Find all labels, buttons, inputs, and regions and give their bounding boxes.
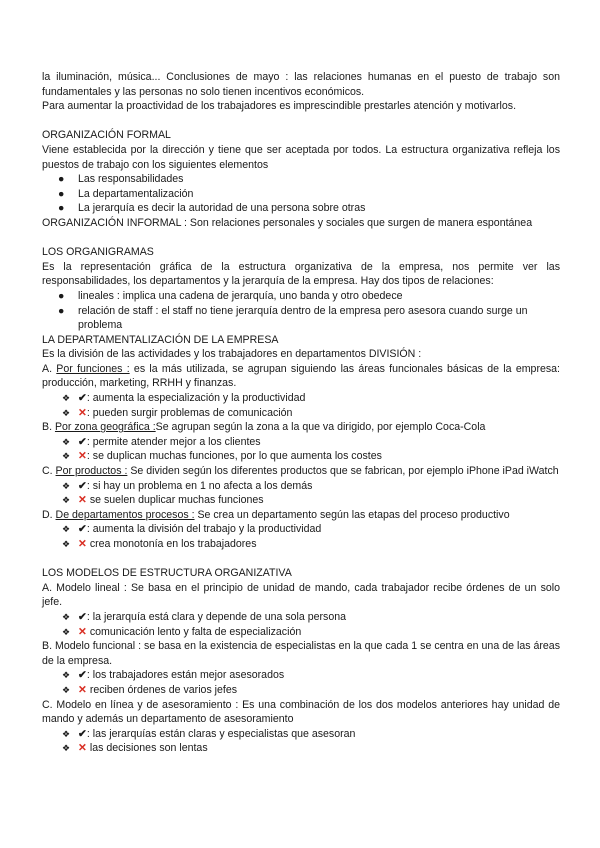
cross-icon: ✕: [78, 538, 87, 550]
check-icon: ✔: [78, 435, 87, 448]
diamond-bullet-icon: ❖: [62, 539, 71, 549]
list-item: ● relación de staff : el staff no tiene jerarquía dentro de la empresa pero asesora cuando surge un problema: [58, 304, 528, 332]
organigramas-list: [42, 289, 560, 333]
cross-icon: ✕: [78, 406, 87, 419]
list-item: ❖ ✔: aumenta la división del trabajo y la productividad: [62, 523, 322, 536]
diamond-bullet-icon: ❖: [62, 684, 71, 695]
organigramas-description: Es la representación gráfica de la estructura organizativa de la empresa, nos permite ver las responsabilidades, los departamentos y la jerarquía de la empresa. Hay dos tipos de relaciones:: [42, 260, 560, 288]
division-c-list: [42, 479, 560, 508]
intro-paragraph-2: Para aumentar la proactividad de los trabajadores es imprescindible prestarles atención y motivarlos.: [42, 100, 517, 113]
bullet-dot-icon: ●: [58, 173, 65, 186]
bullet-dot-icon: ●: [58, 202, 65, 215]
list-item: ❖ ✔: las jerarquías están claras y especialistas que asesoran: [62, 727, 356, 740]
division-d: D. De departamentos procesos : Se crea un departamento según las etapas del proceso productivo: [42, 508, 510, 521]
diamond-bullet-icon: ❖: [62, 407, 71, 418]
cross-icon: ✕: [78, 494, 87, 507]
diamond-bullet-icon: ❖: [62, 611, 71, 622]
check-icon: ✔: [78, 392, 87, 405]
diamond-bullet-icon: ❖: [62, 670, 71, 681]
diamond-bullet-icon: ❖: [62, 728, 71, 739]
list-item: ❖ ✕ se suelen duplicar muchas funciones: [62, 494, 264, 507]
diamond-bullet-icon: ❖: [62, 626, 71, 637]
modelo-b: B. Modelo funcional : se basa en la existencia de especialistas en la que cada 1 se centra en una de las áreas de la empresa.: [42, 640, 560, 667]
bullet-dot-icon: ●: [58, 187, 65, 200]
list-item: ❖ ✕ reciben órdenes de varios jefes: [62, 683, 238, 696]
cross-icon: ✕: [78, 450, 87, 463]
modelo-c-list: [42, 727, 560, 756]
division-c: C. Por productos : Se dividen según los diferentes productos que se fabrican, por ejemplo iPhone iPad iWatch: [42, 465, 559, 478]
bullet-dot-icon: ●: [58, 304, 65, 317]
check-icon: ✔: [78, 610, 87, 623]
diamond-bullet-icon: ❖: [62, 451, 71, 462]
list-item: ● Las responsabilidades: [58, 173, 184, 186]
formal-title: ORGANIZACIÓN FORMAL: [42, 129, 171, 142]
division-a: A. Por funciones : es la más utilizada, se agrupan siguiendo las áreas funcionales básicas de la empresa: producción, marketing, RRHH y finanzas.: [42, 362, 560, 390]
list-item: ❖ ✕ las decisiones son lentas: [62, 742, 208, 755]
check-icon: ✔: [78, 523, 87, 536]
diamond-bullet-icon: ❖: [62, 524, 71, 535]
list-item: ❖ ✕ crea monotonía en los trabajadores: [62, 538, 257, 550]
diamond-bullet-icon: ❖: [62, 480, 71, 491]
modelo-b-list: [42, 668, 560, 697]
list-item: ❖ ✔: permite atender mejor a los clientes: [62, 435, 261, 448]
organigramas-title: LOS ORGANIGRAMAS: [42, 246, 154, 259]
list-item: ❖ ✕: se duplican muchas funciones, por lo que aumenta los costes: [62, 450, 382, 463]
modelos-title: LOS MODELOS DE ESTRUCTURA ORGANIZATIVA: [42, 567, 292, 580]
list-item: ❖ ✔: la jerarquía está clara y depende de una sola persona: [62, 610, 347, 623]
modelo-a: A. Modelo lineal : Se basa en el principio de unidad de mando, cada trabajador recibe órdenes de un solo jefe.: [42, 581, 560, 609]
diamond-bullet-icon: ❖: [62, 743, 71, 754]
list-item: ● La departamentalización: [58, 187, 194, 200]
cross-icon: ✕: [78, 742, 87, 755]
division-b-list: [42, 435, 560, 464]
check-icon: ✔: [78, 669, 87, 682]
division-b: B. Por zona geográfica :Se agrupan según la zona a la que va dirigido, por ejemplo Coca-Cola: [42, 421, 486, 434]
formal-list: [42, 172, 560, 216]
division-a-list: [42, 391, 560, 420]
check-icon: ✔: [78, 727, 87, 740]
bullet-dot-icon: ●: [58, 289, 65, 302]
modelo-a-list: [42, 610, 560, 639]
diamond-bullet-icon: ❖: [62, 495, 71, 506]
diamond-bullet-icon: ❖: [62, 436, 71, 447]
list-item: ❖ ✔: los trabajadores están mejor asesorados: [62, 669, 285, 682]
departamentalizacion-description: Es la división de las actividades y los trabajadores en departamentos DIVISIÓN :: [42, 348, 422, 361]
list-item: ❖ ✕: pueden surgir problemas de comunicación: [62, 406, 293, 419]
list-item: ❖ ✔: aumenta la especialización y la productividad: [62, 392, 306, 405]
cross-icon: ✕: [78, 683, 87, 696]
departamentalizacion-title: LA DEPARTAMENTALIZACIÓN DE LA EMPRESA: [42, 333, 279, 346]
list-item: ❖ ✔: si hay un problema en 1 no afecta a los demás: [62, 479, 313, 492]
list-item: ❖ ✕ comunicación lento y falta de especialización: [62, 625, 302, 638]
division-d-list: [42, 522, 560, 551]
diamond-bullet-icon: ❖: [62, 393, 71, 404]
check-icon: ✔: [78, 479, 87, 492]
cross-icon: ✕: [78, 625, 87, 638]
formal-description: Viene establecida por la dirección y tiene que ser aceptada por todos. La estructura organizativa refleja los puestos de trabajo con los siguientes elementos: [42, 143, 560, 171]
intro-paragraph-1: la iluminación, música... Conclusiones de mayo : las relaciones humanas en el puesto de trabajo son fundamentales y las personas no solo tienen incentivos económicos.: [42, 71, 560, 98]
list-item: ● La jerarquía es decir la autoridad de una persona sobre otras: [58, 202, 366, 215]
informal-paragraph: ORGANIZACIÓN INFORMAL : Son relaciones personales y sociales que surgen de manera espontánea: [42, 216, 533, 229]
document-page: [42, 70, 560, 756]
modelo-c: C. Modelo en línea y de asesoramiento : Es una combinación de los dos modelos anteriores hay unidad de mando y además un departamento de asesoramiento: [42, 698, 560, 726]
list-item: ● lineales : implica una cadena de jerarquía, uno banda y otro obedece: [58, 289, 403, 302]
